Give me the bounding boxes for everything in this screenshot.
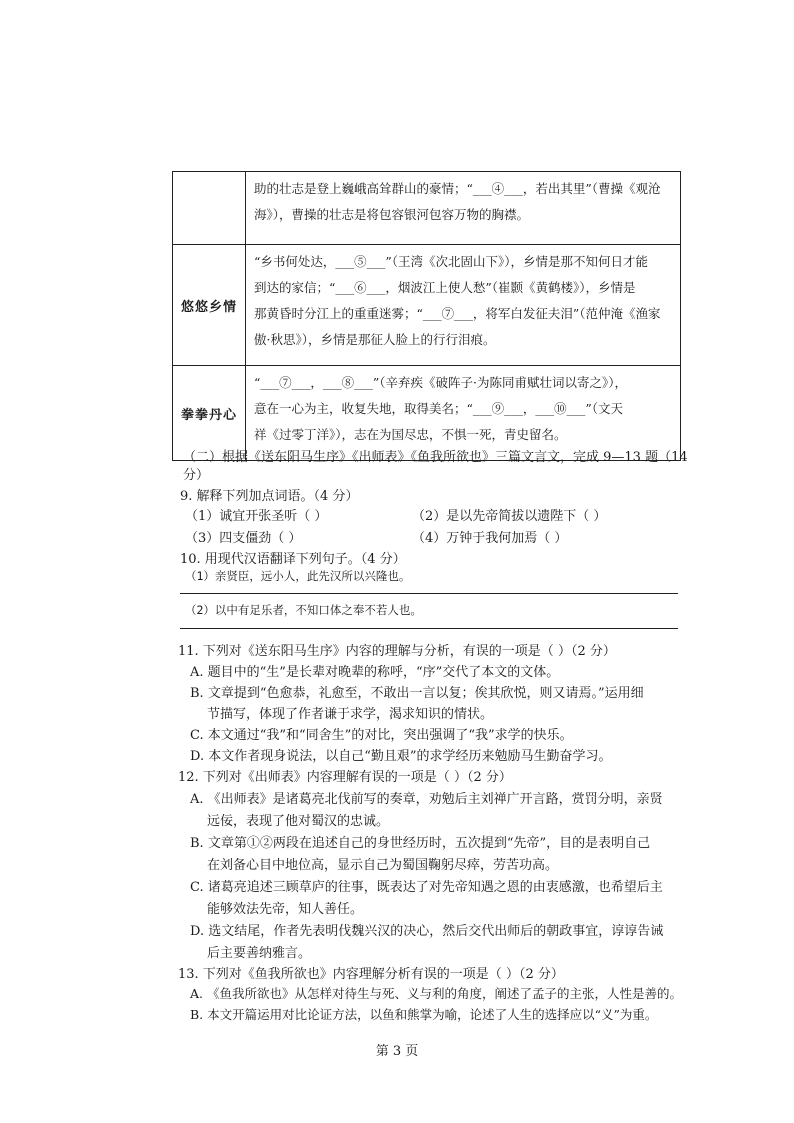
answer-line <box>180 593 678 594</box>
section-heading-cont: 分） <box>183 468 210 483</box>
line: 到达的家信；“___⑥___，烟波江上使人愁”（崔颢《黄鹤楼》），乡情是 <box>254 280 636 295</box>
q9-stem: 9. 解释下列加点词语。（4 分） <box>180 489 359 504</box>
q12-option-b: B. 文章第①②两段在追述自己的身世经历时，五次提到“先帝”，目的是表明自己 <box>190 836 651 851</box>
q13-option-a: A. 《鱼我所欲也》从怎样对待生与死、义与利的角度，阐述了孟子的主张，人性是善的。 <box>190 986 682 1001</box>
q9-item: （3）四支僵劲（ ） <box>185 531 302 546</box>
q12-option-d: D. 选文结尾，作者先表明伐魏兴汉的决心，然后交代出师后的朝政事宜，谆谆告诫 <box>190 924 664 939</box>
q11-stem: 11. 下列对《送东阳马生序》内容的理解与分析，有误的一项是（ ）（2 分） <box>178 644 616 659</box>
q12-stem: 12. 下列对《出师表》内容理解有误的一项是（ ）（2 分） <box>178 770 512 785</box>
table-row <box>173 172 681 245</box>
q10-stem: 10. 用现代汉语翻译下列句子。（4 分） <box>180 552 406 567</box>
q11-option-b: B. 文章提到“色愈恭，礼愈至，不敢出一言以复；俟其欣悦，则又请焉。”运用细 <box>190 686 644 701</box>
q9-item: （1）诚宜开张圣听（ ） <box>185 509 328 524</box>
theme-cell: 拳拳丹心 <box>173 366 246 461</box>
q9-item: （4）万钟于我何加焉（ ） <box>412 531 568 546</box>
q11-option-a: A. 题目中的“生”是长辈对晚辈的称呼，“序”交代了本文的文体。 <box>190 665 560 680</box>
q12-option-d-cont: 后主要善纳雅言。 <box>207 946 312 961</box>
q12-option-b-cont: 在刘备心目中地位高，显示自己为蜀国鞠躬尽瘁，劳苦功高。 <box>207 858 559 873</box>
answer-line <box>180 628 678 629</box>
q11-option-b-cont: 节描写，体现了作者谦于求学，渴求知识的情状。 <box>207 707 494 722</box>
q11-option-c: C. 本文通过“我”和“同舍生”的对比，突出强调了“我”求学的快乐。 <box>190 728 573 743</box>
theme-cell <box>173 172 246 245</box>
line: “乡书何处达，___⑤___”（王湾《次北固山下》），乡情是那不知何日才能 <box>254 254 649 269</box>
line: “___⑦___，___⑧___”（辛弃疾《破阵子·为陈同甫赋壮词以寄之》）， <box>254 375 628 390</box>
q10-sentence: （2）以中有足乐者，不知口体之奉不若人也。 <box>185 603 422 617</box>
line: 助的壮志是登上巍峨高耸群山的豪情；“___④___，若出其里”（曹操《观沧 <box>254 181 661 196</box>
theme-cell: 悠悠乡情 <box>173 245 246 366</box>
table-row <box>173 245 681 366</box>
q12-option-c-cont: 能够效法先帝，知人善任。 <box>207 902 364 917</box>
line: 祥《过零丁洋》），志在为国尽忠，不惧一死，青史留名。 <box>254 427 567 442</box>
line: 意在一心为主，收复失地，取得美名；“___⑨___，___⑩___”（文天 <box>254 401 624 416</box>
lines-cell <box>246 245 681 366</box>
line: 那黄昏时分江上的重重迷雾；“___⑦___，将军白发征夫泪”（范仲淹《渔家 <box>254 306 661 321</box>
section-heading: （二）根据《送东阳马生序》《出师表》《鱼我所欲也》三篇文言文，完成 9—13 题（14 <box>183 450 688 465</box>
q11-option-d: D. 本文作者现身说法，以自己“勤且艰”的求学经历来勉励马生勤奋学习。 <box>190 749 612 764</box>
q12-option-c: C. 诸葛亮追述三顾草庐的往事，既表达了对先帝知遇之恩的由衷感激，也希望后主 <box>190 880 663 895</box>
q12-option-a: A. 《出师表》是诸葛亮北伐前写的奏章，劝勉后主刘禅广开言路，赏罚分明，亲贤 <box>190 792 663 807</box>
q9-item: （2）是以先帝简拔以遗陛下（ ） <box>412 509 607 524</box>
q10-sentence: （1）亲贤臣，远小人，此先汉所以兴隆也。 <box>185 569 411 583</box>
q13-stem: 13. 下列对《鱼我所欲也》内容理解分析有误的一项是（ ）（2 分） <box>178 967 564 982</box>
q12-option-a-cont: 远佞，表现了他对蜀汉的忠诚。 <box>207 814 390 829</box>
line: 海》），曹操的壮志是将包容银河包容万物的胸襟。 <box>254 207 530 222</box>
page-number: 第 3 页 <box>375 1044 419 1059</box>
line: 傲·秋思》），乡情是那征人脸上的行行泪痕。 <box>254 332 496 347</box>
poetry-table <box>172 171 681 461</box>
q13-option-b: B. 本文开篇运用对比论证方法，以鱼和熊掌为喻，论述了人生的选择应以“义”为重。 <box>190 1007 658 1022</box>
lines-cell <box>246 172 681 245</box>
